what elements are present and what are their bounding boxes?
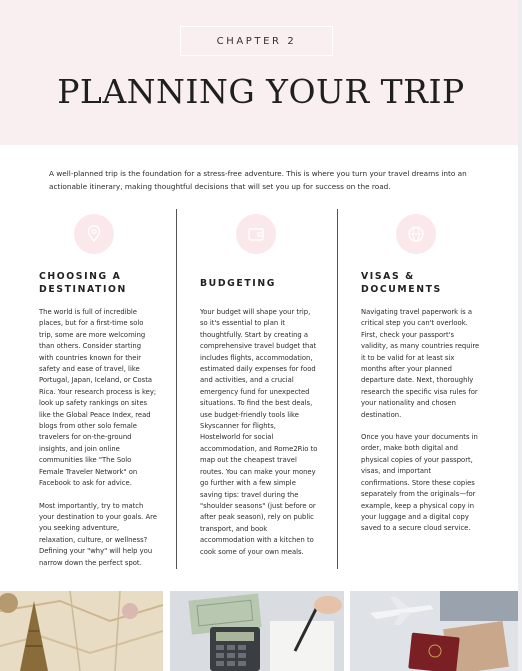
globe-icon-glyph bbox=[406, 224, 426, 244]
body-paragraph: Most importantly, try to match your destination to your goals. Are you seeking adventure, relaxation, culture, or wellness? Defining your "why" will help you narrow down the perfect spot. bbox=[39, 501, 157, 567]
body-paragraph: Your budget will shape your trip, so it's essential to plan it thoughtfully. Start by creating a comprehensive travel budget that includes flights, accommodation, estimated daily expenses for food and activities, and a crucial emergency fund for unexpected situations. To find the best deals, use budget-friendly tools like Skyscanner for flights, Hostelworld for social accommodation, and Rome2Rio to map out the cheapest travel routes. You can make your money go further with a few simple saving tips: travel during the "shoulder seasons" (just before or after peak season), rely on public transport, and book accommodation with a kitchen to cook some of your own meals. bbox=[200, 308, 318, 556]
section-title-line: BUDGETING bbox=[200, 278, 276, 289]
calculator-and-money-image bbox=[170, 591, 344, 671]
chapter-label: CHAPTER 2 bbox=[180, 26, 333, 56]
section-title-destination bbox=[39, 270, 159, 296]
wallet-icon-glyph bbox=[246, 224, 266, 244]
body-paragraph: Navigating travel paperwork is a critical step you can't overlook. First, check your passport's validity, as many countries require it to be valid for at least six months after your planned departure date. Next, thoroughly research the specific visa rules for your nationality and chosen destination. bbox=[361, 308, 480, 419]
section-title-visas bbox=[361, 270, 481, 296]
section-title-budgeting bbox=[200, 277, 320, 290]
page-title: PLANNING YOUR TRIP bbox=[57, 72, 465, 111]
intro-paragraph: A well-planned trip is the foundation for a stress-free adventure. This is where you turn your travel dreams into an actionable itinerary, making thoughtful decisions that will set you up for success on the road. bbox=[49, 169, 467, 191]
passport-and-plane-image bbox=[350, 591, 518, 671]
map-and-eiffel-tower-image bbox=[0, 591, 163, 671]
map-pin-icon bbox=[74, 214, 114, 254]
destination-photo bbox=[0, 591, 163, 671]
body-paragraph: Once you have your documents in order, make both digital and physical copies of your passport, visas, and important confirmations. Store these copies separately from the originals—for example, keep a physical copy in your luggage and a digital copy saved to a secure cloud service. bbox=[361, 433, 478, 533]
body-paragraph: The world is full of incredible places, but for a first-time solo trip, some are more welcoming than others. Consider starting with countries known for their safety and ease of travel, like Portugal, Japan, Iceland, or Costa Rica. Your research process is key; look up safety rankings on sites like the Global Peace Index, read blogs from other solo female travelers for on-the-ground insights, and join online communities like "The Solo Female Traveler Network" on Facebook to ask for advice. bbox=[39, 308, 157, 488]
section-body-destination bbox=[39, 307, 157, 580]
documents-photo bbox=[350, 591, 518, 671]
wallet-icon bbox=[236, 214, 276, 254]
globe-icon bbox=[396, 214, 436, 254]
section-body-visas bbox=[361, 307, 481, 546]
column-divider bbox=[337, 209, 338, 569]
budget-photo bbox=[170, 591, 344, 671]
section-title-line: CHOOSING A bbox=[39, 271, 122, 282]
section-title-line: VISAS & bbox=[361, 271, 415, 282]
column-divider bbox=[176, 209, 177, 569]
section-title-line: DESTINATION bbox=[39, 284, 127, 295]
map-pin-icon-glyph bbox=[84, 224, 104, 244]
section-body-budgeting bbox=[200, 307, 318, 569]
section-title-line: DOCUMENTS bbox=[361, 284, 442, 295]
